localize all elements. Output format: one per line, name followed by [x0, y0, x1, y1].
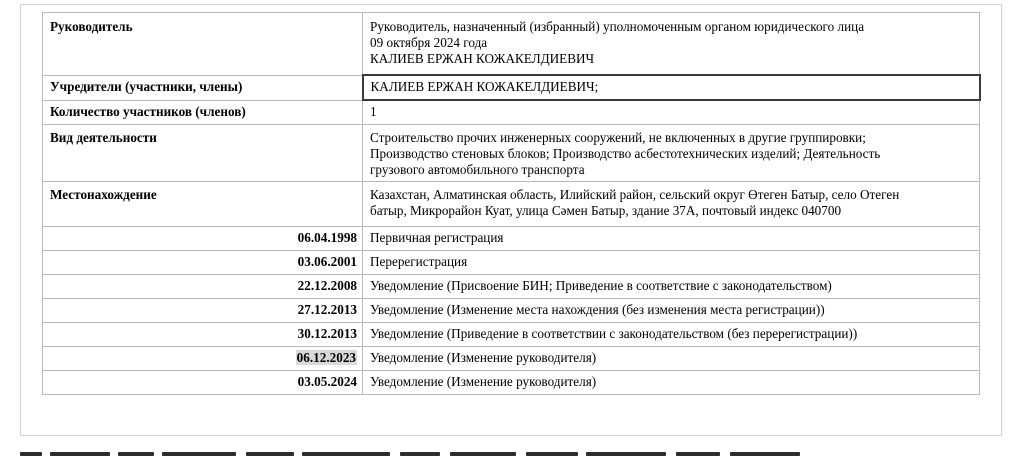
event-row: [43, 275, 980, 299]
event-description: Первичная регистрация: [363, 227, 980, 251]
event-description: Уведомление (Приведение в соответствии с законодательством (без перерегистрации)): [363, 323, 980, 347]
head-label: Руководитель: [43, 13, 363, 76]
activity-line: грузового автомобильного транспорта: [370, 162, 585, 177]
event-date-cell: [43, 347, 363, 371]
activity-label: Вид деятельности: [43, 125, 363, 182]
members-count-label: Количество участников (членов): [43, 100, 363, 125]
event-description: Уведомление (Изменение места нахождения (без изменения места регистрации)): [363, 299, 980, 323]
event-date: 03.05.2024: [43, 371, 363, 395]
highlighted-event-date: 06.12.2023: [296, 350, 356, 365]
event-date: 27.12.2013: [43, 299, 363, 323]
founders-label: Учредители (участники, члены): [43, 75, 363, 100]
founders-value: КАЛИЕВ ЕРЖАН КОЖАКЕЛДИЕВИЧ;: [363, 75, 980, 100]
event-description: Уведомление (Изменение руководителя): [363, 371, 980, 395]
event-row: [43, 371, 980, 395]
event-row: [43, 323, 980, 347]
row-members-count: [43, 100, 980, 125]
event-date: 30.12.2013: [43, 323, 363, 347]
location-label: Местонахождение: [43, 182, 363, 227]
head-date: 09 октября 2024 года: [370, 35, 488, 50]
event-date: 06.04.1998: [43, 227, 363, 251]
members-count-value: 1: [363, 100, 980, 125]
event-row: [43, 347, 980, 371]
event-description: Перерегистрация: [363, 251, 980, 275]
event-description: Уведомление (Присвоение БИН; Приведение в соответствие с законодательством): [363, 275, 980, 299]
row-activity: [43, 125, 980, 182]
event-date: 22.12.2008: [43, 275, 363, 299]
location-value: [363, 182, 980, 227]
activity-line: Строительство прочих инженерных сооружений, не включенных в другие группировки;: [370, 130, 866, 145]
cut-off-text-line: [20, 450, 820, 457]
registry-table: [42, 12, 981, 395]
event-row: [43, 299, 980, 323]
event-description: Уведомление (Изменение руководителя): [363, 347, 980, 371]
event-date: 03.06.2001: [43, 251, 363, 275]
event-row: [43, 227, 980, 251]
row-location: [43, 182, 980, 227]
head-value: [363, 13, 980, 76]
row-head: [43, 13, 980, 76]
head-name: КАЛИЕВ ЕРЖАН КОЖАКЕЛДИЕВИЧ: [370, 51, 595, 66]
head-position: Руководитель, назначенный (избранный) уполномоченным органом юридического лица: [370, 19, 865, 34]
event-row: [43, 251, 980, 275]
location-line: батыр, Микрорайон Куат, улица Сәмен Батыр, здание 37А, почтовый индекс 040700: [370, 203, 842, 218]
activity-value: [363, 125, 980, 182]
row-founders: [43, 75, 980, 100]
location-line: Казахстан, Алматинская область, Илийский район, сельский округ Өтеген Батыр, село Отеген: [370, 187, 900, 202]
activity-line: Производство стеновых блоков; Производство асбестотехнических изделий; Деятельность: [370, 146, 881, 161]
